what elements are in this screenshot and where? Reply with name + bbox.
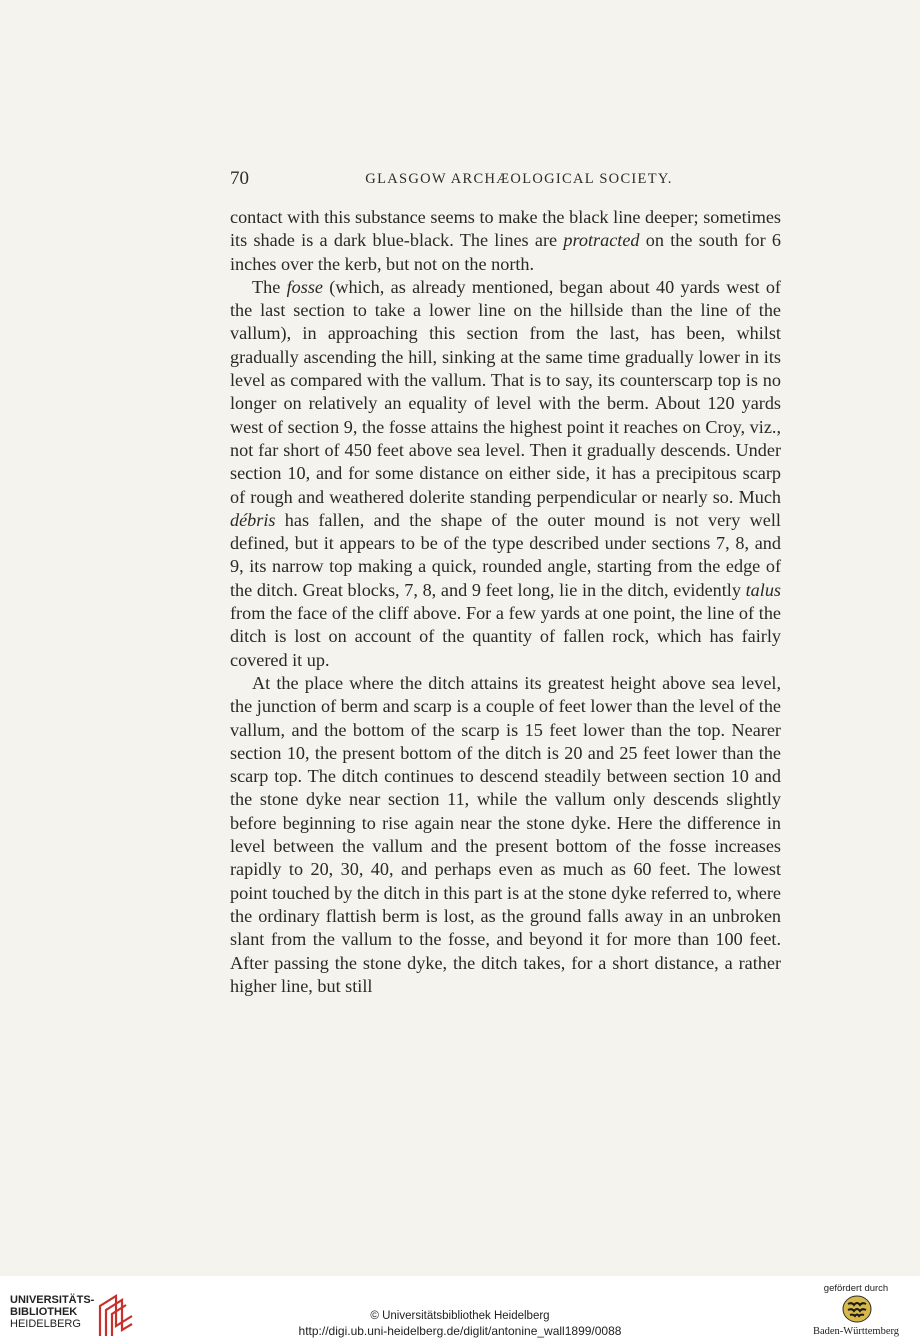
text-run: (which, as already mentioned, began about 40 yards west of the last section to take a lower line on the hillside than the line of the vallum), in approaching this section from the last, has been, whilst gradually ascending the hill, sinking at the same time gradually lower in its level as compared with the vallum. That is to say, its counterscarp top is no longer on relatively an equality of level with the berm. About 120 yards west of section 9, the fosse attains the highest point it reaches on Croy, viz., not far short of 450 feet above sea level. Then it gradually descends. Under section 10, and for some distance on either side, it has a precipitous scarp of rough and weathered dolerite standing perpendicular or nearly so. Much: [230, 276, 781, 507]
library-name-line: UNIVERSITÄTS-: [10, 1294, 95, 1306]
italic-term: fosse: [286, 276, 323, 297]
running-head: GLASGOW ARCHÆOLOGICAL SOCIETY.: [365, 171, 673, 187]
text-run: has fallen, and the shape of the outer mound is not very well defined, but it appears to be of the type described under sections 7, 8, and 9, its narrow top making a quick, rounded angle, starting from the edge of the ditch. Great blocks, 7, 8, and 9 feet long, lie in the ditch, evidently: [230, 509, 781, 600]
body-text: [230, 206, 781, 998]
page-header: [230, 168, 780, 192]
body-paragraph: [230, 672, 781, 998]
library-name-line: BIBLIOTHEK: [10, 1306, 78, 1318]
page-number: 70: [230, 168, 249, 189]
body-paragraph: [230, 206, 781, 276]
text-run: on the south for 6 inches over the kerb, but not on the north.: [230, 230, 781, 274]
text-run: from the face of the cliff above. For a few yards at one point, the line of the ditch is lost on account of the quantity of fallen rock, which has fairly covered it up.: [230, 603, 781, 670]
sponsor-name: Baden-Württemberg: [812, 1326, 900, 1337]
text-run: At the place where the ditch attains its greatest height above sea level, the junction of berm and scarp is a couple of feet lower than the level of the vallum, and the bottom of the scarp is 15 feet lower than the top. Nearer section 10, the present bottom of the ditch is 20 and 25 feet lower than the scarp top. The ditch continues to descend steadily between section 10 and the stone dyke near section 11, while the vallum only descends slightly before beginning to rise again near the stone dyke. Here the difference in level between the vallum and the present bottom of the fosse increases rapidly to 20, 30, 40, and perhaps even as much as 60 feet. The lowest point touched by the ditch in this part is at the stone dyke referred to, where the ordinary flattish berm is lost, as the ground falls away in an unbroken slant from the vallum to the fosse, and beyond it for more than 100 feet. After passing the stone dyke, the ditch takes, for a short distance, a rather higher line, but still: [230, 672, 781, 996]
text-run: contact with this substance seems to make the black line deeper; sometimes its shade is a dark blue-black. The lines are: [230, 207, 781, 251]
library-logo[interactable]: [10, 1292, 130, 1340]
sponsor-label: gefördert durch: [823, 1283, 889, 1294]
body-paragraph: [230, 276, 781, 672]
ub-heidelberg-logo-icon: [96, 1292, 136, 1340]
italic-term: protracted: [563, 230, 640, 251]
sponsor-block[interactable]: [800, 1276, 912, 1343]
text-run: The: [252, 276, 287, 297]
source-url-link[interactable]: http://digi.ub.uni-heidelberg.de/diglit/antonine_wall1899/0088: [298, 1324, 622, 1338]
footer-bar: [0, 1276, 920, 1343]
italic-term: talus: [745, 579, 781, 600]
copyright-notice: © Universitätsbibliothek Heidelberg: [370, 1310, 550, 1322]
baden-wuerttemberg-emblem-icon: [842, 1295, 872, 1323]
library-name-line: HEIDELBERG: [10, 1318, 81, 1330]
italic-term: débris: [230, 509, 276, 530]
